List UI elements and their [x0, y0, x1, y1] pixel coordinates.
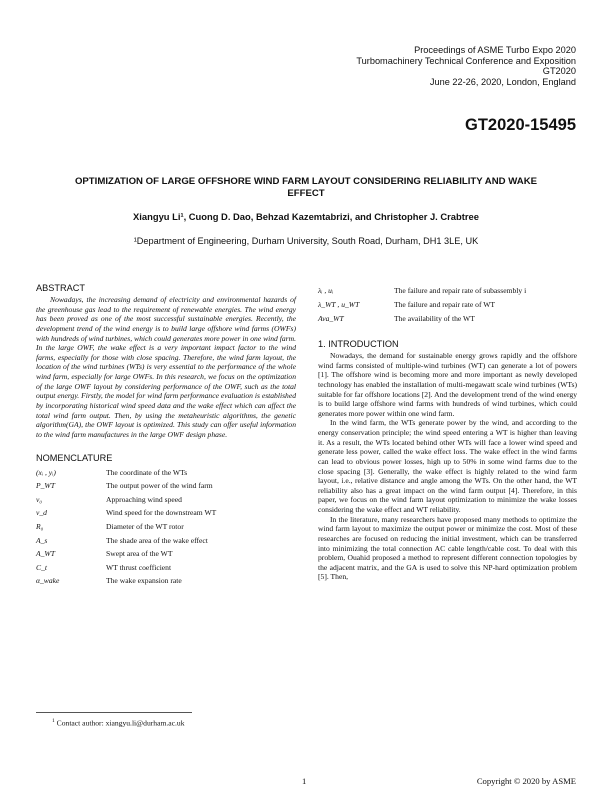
nomenclature-definition: The shade area of the wake effect: [106, 535, 208, 545]
nomenclature-symbol: v₀: [36, 494, 43, 504]
nomenclature-definition: The availability of the WT: [394, 313, 475, 323]
nomenclature-item: [36, 520, 296, 534]
nomenclature-item: [318, 311, 577, 325]
author-list: Xiangyu Li¹, Cuong D. Dao, Behzad Kazemtabrizi, and Christopher J. Crabtree: [133, 211, 479, 222]
nomenclature-continued: [318, 283, 577, 325]
nomenclature-symbol: v_d: [36, 508, 47, 518]
abstract-heading: ABSTRACT: [36, 283, 86, 293]
nomenclature-definition: WT thrust coefficient: [106, 562, 172, 572]
affiliation: ¹Department of Engineering, Durham University, South Road, Durham, DH1 3LE, UK: [133, 236, 479, 246]
introduction-paragraph: In the literature, many researchers have proposed many methods to optimize the wind farm layout to maximize the output power or minimize the cost. Most of these researches are focused on reducing the initial investment, which can be transferred into minimizing the total connection AC cable length/cable cost. To deal with this problem, Ouahid proposed a method to represent different connection topologies by the adjacent matrix, and the GA is used to solve this NP-hard optimization problem [5]. Then,: [318, 514, 577, 582]
header-line: Proceedings of ASME Turbo Expo 2020: [414, 45, 576, 55]
nomenclature-definition: The output power of the wind farm: [106, 481, 213, 491]
nomenclature-heading: NOMENCLATURE: [36, 453, 113, 464]
nomenclature-symbol: (xᵢ , yᵢ): [36, 467, 56, 477]
nomenclature-definition: The wake expansion rate: [106, 576, 182, 586]
introduction-paragraph: In the wind farm, the WTs generate power by the wind, and according to the energy conservation principle; the wind speed entering a WT is higher than leaving it. As a result, the WTs located behind other WTs will face a lower wind speed and generate less power, called the wake effect loss. The wake effect in the wind farms can lead to obvious power losses, high up to 50% in some wind farms due to the close spacing [3]. Generally, the wake effect is highly related to the wind farm layout, i.e., relative distance and angle among the WTs. On the other hand, the WT reliability also has a great impact on the wind farm output [4]. Therefore, in this paper, we focus on the wind farm layout optimization to minimize the wake losses considering the wake effect and WT reliability.: [318, 418, 577, 514]
nomenclature-definition: The coordinate of the WTs: [106, 467, 188, 477]
nomenclature-item: [318, 283, 577, 297]
introduction-heading: 1. INTRODUCTION: [318, 339, 399, 349]
nomenclature-symbol: A_WT: [36, 549, 55, 559]
nomenclature-item: [318, 297, 577, 311]
nomenclature-symbol: C_t: [36, 562, 47, 572]
nomenclature-definition: Diameter of the WT rotor: [106, 522, 184, 532]
nomenclature-symbol: Ava_WT: [318, 313, 344, 323]
nomenclature-definition: Swept area of the WT: [106, 549, 173, 559]
nomenclature-item: [36, 493, 296, 507]
nomenclature-symbol: P_WT: [36, 481, 55, 491]
nomenclature-definition: The failure and repair rate of WT: [394, 299, 496, 309]
right-column: [318, 283, 577, 582]
nomenclature-item: [36, 506, 296, 520]
nomenclature-symbol: R₀: [36, 522, 44, 532]
nomenclature-symbol: α_wake: [36, 576, 60, 586]
nomenclature-item: [36, 479, 296, 493]
nomenclature-item: [36, 561, 296, 575]
abstract-text: Nowadays, the increasing demand of electricity and environmental hazards of the greenhouse gas lead to the requirement of renewable energies. The wind energy has been proved as one of the most successful sustainable energies. Recently, the development trend of the wind energy is to build large offshore wind farms (OWFs) with hundreds of wind turbines, which could generates more power in one wind farm. In the large OWF, the wake effect is a very important impact factor to the wind farms, especially for those with close spacing. Therefore, the wind farm layout, the location of the wind turbines (WTs) is very essential to the performance of the whole wind farm, especially for large OWFs. In this research, we focus on the optimization of the large OWF layout by considering performance of the OWF, such as the total output energy. Firstly, the model for wind farm performance evaluation is established by incorporating historical wind speed data and the wake effect which can affect the total wind farm output. Then, by using the metaheuristic algorithms, the genetic algorithm(GA), the OWF layout is optimized. This study can offer useful information to the wind farm manufactures in the large OWF design phase.: [36, 295, 296, 439]
header-line: June 22-26, 2020, London, England: [429, 76, 576, 87]
proceedings-header: [256, 45, 576, 87]
page-number: 1: [302, 776, 307, 786]
nomenclature-definition: Wind speed for the downstream WT: [106, 508, 217, 518]
footnote-divider: [36, 712, 192, 713]
nomenclature-definition: The failure and repair rate of subassembly i: [394, 285, 527, 295]
introduction-paragraph: Nowadays, the demand for sustainable energy grows rapidly and the offshore wind farms consisted of multiple-wind turbines (WT) can generate a lot of powers [1]. The offshore wind is becoming more and more important as newly developed technology has enabled the installation of multi-megawatt scale wind turbines (WTs) suitable for far offshore locations [2]. And the development trend of the wind energy is to build large offshore wind farms with hundreds of wind turbines, which could generates more power within one wind farm.: [318, 351, 577, 418]
nomenclature-item: [36, 533, 296, 547]
copyright-notice: Copyright © 2020 by ASME: [476, 776, 576, 786]
nomenclature-symbol: λᵢ , uᵢ: [318, 285, 334, 295]
footnote-mark: 1: [52, 718, 55, 724]
header-line: Turbomachinery Technical Conference and Exposition: [356, 55, 576, 66]
paper-id: GT2020-15495: [465, 116, 576, 134]
nomenclature-item: [36, 547, 296, 561]
nomenclature-definition: Approaching wind speed: [106, 494, 182, 504]
left-column: [36, 283, 296, 588]
nomenclature-symbol: A_s: [36, 535, 48, 545]
header-line: GT2020: [542, 66, 576, 77]
nomenclature-symbol: λ_WT , u_WT: [318, 299, 360, 309]
footnote-text: Contact author: xiangyu.li@durham.ac.uk: [56, 718, 185, 728]
paper-title: OPTIMIZATION OF LARGE OFFSHORE WIND FARM LAYOUT CONSIDERING RELIABILITY AND WAKE EFFECT: [74, 176, 538, 199]
nomenclature-item: [36, 465, 296, 479]
nomenclature-section: [36, 453, 296, 587]
nomenclature-item: [36, 574, 296, 588]
footnote: [52, 718, 185, 728]
